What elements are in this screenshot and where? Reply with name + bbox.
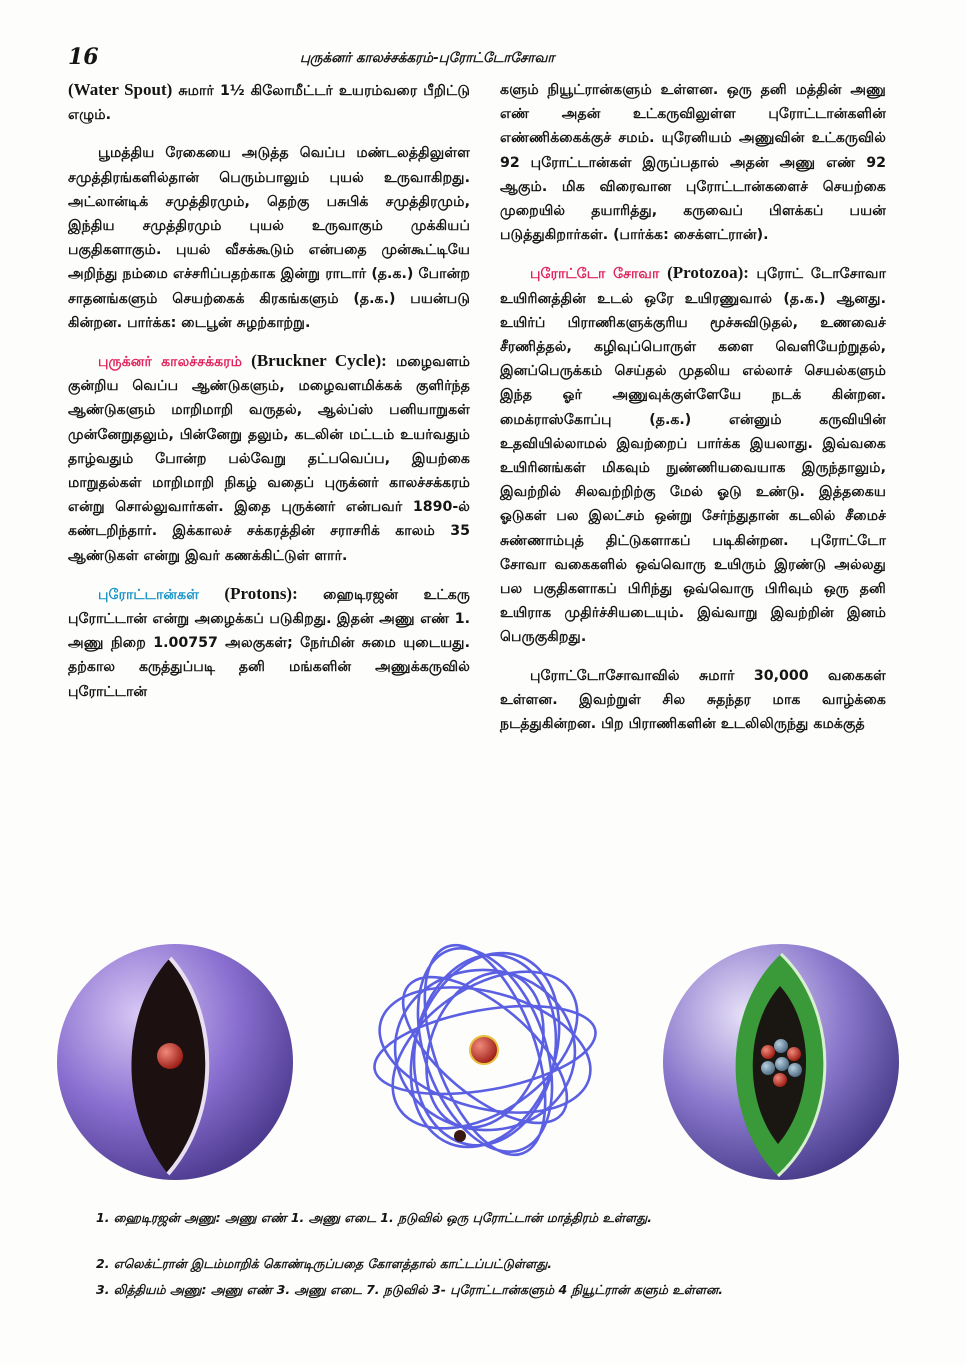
protons-heading: புரோட்டான்கள்	[98, 586, 200, 603]
lithium-atom-figure	[656, 922, 906, 1202]
bruckner-heading: புருக்னர் காலச்சக்கரம்	[98, 354, 242, 371]
atom-illustrations	[0, 910, 966, 1210]
protons-entry	[68, 582, 470, 704]
protons-body: ஹைடிரஜன் உட்கரு புரோட்டான் என்று அழைக்கப் படுகிறது. இதன் அணு எண் 1. அணு நிறை 1.00757 அலகுகள்; நேர்மின் சுமை யுடையது. தற்கால கருத்துப்படி தனி மங்களின் அணுக்கருவில் புரோட்டான்	[68, 586, 470, 700]
electron-orbit-figure	[360, 910, 610, 1210]
proton-icon	[761, 1045, 775, 1059]
caption-1: 1. ஹைடிரஜன் அணு: அணு எண் 1. அணு எடை 1. நடுவில் ஒரு புரோட்டான் மாத்திரம் உள்ளது.	[96, 1210, 653, 1225]
protozoa-paragraph-2: புரோட்டோசோவாவில் சுமார் 30,000 வகைகள் உள்ளன. இவற்றுள் சில சுதந்தர மாக வாழ்க்கை நடத்துகின்றன. பிற பிராணிகளின் உடலிலிருந்து கமக்குத்	[500, 667, 886, 733]
proton-icon	[157, 1043, 183, 1069]
protozoa-heading-en: (Protozoa):	[667, 263, 749, 283]
hydrogen-atom-figure	[50, 922, 300, 1202]
protons-heading-en: (Protons):	[224, 583, 298, 603]
right-column	[500, 78, 886, 736]
proton-icon	[787, 1047, 801, 1061]
running-head: புருக்னர் காலச்சக்கரம்-புரோட்டோசோவா	[300, 50, 555, 66]
water-spout-text: சுமார் 1½ கிலோமீட்டர் உயரம்வரை பீறிட்டு எழும்.	[68, 83, 470, 124]
water-spout-term: (Water Spout)	[68, 80, 173, 99]
neutron-icon	[774, 1039, 788, 1053]
electron-icon	[454, 1130, 466, 1142]
nucleus-icon	[470, 1036, 498, 1064]
page-number: 16	[68, 44, 99, 70]
neutron-icon	[761, 1061, 775, 1075]
protons-continued: களும் நியூட்ரான்களும் உள்ளன. ஒரு தனி மத்தின் அணு எண் அதன் உட்கருவிலுள்ள புரோட்டான்களின் எண்ணிக்கைக்குச் சமம். யுரேனியம் அணுவின் உட்கருவில் 92 புரோட்டான்கள் இருப்பதால் அதன் அணு எண் 92 ஆகும். மிக விரைவான புரோட்டான்களைச் செயற்கை முறையில் தயாரித்து, கருவைப் பிளக்கப் பயன் படுத்துகிறார்கள். (பார்க்க: சைக்ளட்ரான்).	[500, 82, 886, 244]
proton-icon	[773, 1073, 787, 1087]
water-spout-paragraph	[68, 78, 470, 127]
caption-3: 3. லித்தியம் அணு: அணு எண் 3. அணு எடை 7. நடுவில் 3- புரோட்டான்களும் 4 நியூட்ரான் களும் உள்ளன.	[96, 1282, 723, 1297]
protozoa-body: புரோட் டோசோவா உயிரினத்தின் உடல் ஒரே உயிரணுவால் (த.க.) ஆனது. உயிர்ப் பிராணிகளுக்குரிய மூச்சுவிடுதல், உணவைச் சீரணித்தல், கழிவுப்பொருள் களை வெளியேற்றுதல், இனப்பெருக்கம் செய்தல் முதலிய எல்லாச் செயல்களும் இந்த ஓர் அணுவுக்குள்ளேயே நடக் கின்றன. மைக்ராஸ்கோப்பு (த.க.) என்னும் கருவியின் உதவியில்லாமல் இவற்றைப் பார்க்க இயலாது. இவ்வகை உயிரினங்கள் மிகவும் நுண்ணியவையாக இருந்தாலும், இவற்றில் சிலவற்றிற்கு மேல் ஓடு உண்டு. இத்தகைய ஓடுகள் பல இலட்சம் ஒன்று சேர்ந்துதான் கடலில் சீமைச் சுண்ணாம்புத் திட்டுகளாகப் படிகின்றன. புரோட்டோ சோவா வகைகளில் ஒவ்வொரு உயிரும் இரண்டு அல்லது பல பகுதிகளாகப் பிரிந்து ஒவ்வொரு பிரிவும் ஒரு தனி உயிராக முதிர்ச்சியடையும். இவ்வாறு இவற்றின் இனம் பெருகுகிறது.	[500, 266, 886, 646]
left-column	[68, 78, 470, 704]
protozoa-heading: புரோட்டோ சோவா	[530, 266, 660, 283]
cyclone-paragraph: பூமத்திய ரேகையை அடுத்த வெப்ப மண்டலத்திலுள்ள சமுத்திரங்களில்தான் பெரும்பாலும் புயல் உருவாகிறது. அட்லான்டிக் சமுத்திரமும், தெற்கு பசுபிக் சமுத்திரமும், இந்திய சமுத்திரமும் புயல் உருவாகும் முக்கியப் பகுதிகளாகும். புயல் வீசக்கூடும் என்பதை முன்கூட்டியே அறிந்து நம்மை எச்சரிப்பதற்காக இன்று ராடார் (த.க.) போன்ற சாதனங்களும் செயற்கைக் கிரகங்களும் (த.க.) பயன்படு கின்றன. பார்க்க: டைபூன் சுழற்காற்று.	[68, 145, 470, 331]
protozoa-entry	[500, 261, 886, 649]
neutron-icon	[775, 1057, 789, 1071]
caption-2: 2. எலெக்ட்ரான் இடம்மாறிக் கொண்டிருப்பதை கோளத்தால் காட்டப்பட்டுள்ளது.	[96, 1256, 553, 1271]
bruckner-heading-en: (Bruckner Cycle):	[251, 351, 387, 371]
neutron-icon	[788, 1063, 802, 1077]
bruckner-entry	[68, 349, 470, 568]
bruckner-body: மழைவளம் குன்றிய வெப்ப ஆண்டுகளும், மழைவளமிக்கக் குளிர்ந்த ஆண்டுகளும் மாறிமாறி வருதல், ஆல்ப்ஸ் பனியாறுகள் முன்னேறுதலும், பின்னேறு தலும், கடலின் மட்டம் உயர்வதும் தாழ்வதும் போன்ற பல்வேறு தட்பவெப்ப, இயற்கை மாறுதல்கள் மாறிமாறி நிகழ் வதைப் புருக்னர் காலச்சக்கரம் என்று சொல்லுவார்கள். இதை புருக்னர் என்பவர் 1890-ல் கண்டறிந்தார். இக்காலச் சக்கரத்தின் சராசரிக் காலம் 35 ஆண்டுகள் என்று இவர் கணக்கிட்டுள் ளார்.	[68, 354, 470, 564]
